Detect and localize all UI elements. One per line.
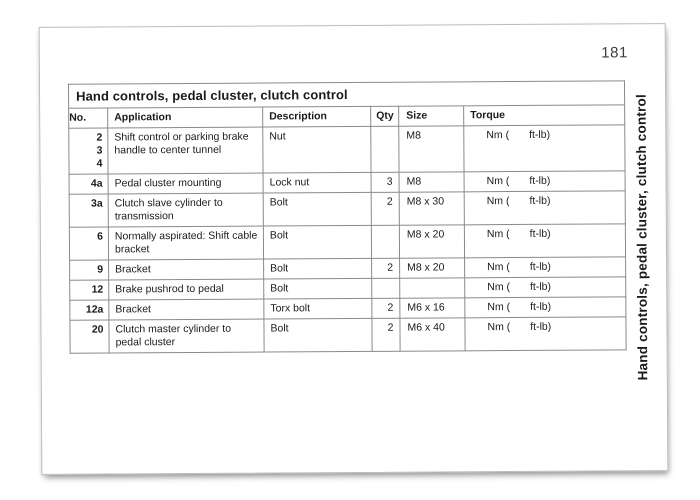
table-title: Hand controls, pedal cluster, clutch control [68,81,624,108]
cell-application: Bracket [109,299,264,320]
torque-nm: Nm ( [486,129,510,142]
torque-nm: Nm ( [487,281,511,294]
cell-qty [372,278,400,298]
header-description: Description [263,106,371,127]
cell-no: 12 [70,280,109,300]
cell-application: Pedal cluster mounting [108,173,263,194]
table-row [69,191,625,227]
cell-application: Bracket [109,259,264,280]
cell-torque [464,125,625,172]
margin-vertical-title: Hand controls, pedal cluster, clutch control [633,94,651,381]
cell-no: 4a [69,174,108,194]
torque-nm: Nm ( [487,321,511,334]
cell-no: 6 [69,227,108,260]
cell-no: 3a [69,194,108,227]
cell-description: Bolt [263,192,371,226]
cell-size: M6 x 40 [400,318,465,351]
torque-ftlb: ft-lb) [529,280,552,293]
cell-qty: 2 [372,258,400,278]
table-row [69,125,625,174]
cell-torque [464,224,625,258]
cell-application: Normally aspirated: Shift cable bracket [108,226,263,260]
cell-size: M6 x 16 [400,298,465,318]
cell-qty: 2 [371,192,399,225]
table-row [70,317,626,353]
cell-size: M8 x 30 [399,192,464,225]
cell-torque [465,317,626,351]
cell-torque [464,171,625,192]
document-page [39,23,669,475]
torque-nm: Nm ( [487,301,511,314]
cell-no: 20 [70,320,109,353]
cell-qty: 2 [372,318,400,351]
cell-description: Bolt [264,258,372,279]
cell-description: Lock nut [263,172,371,193]
header-application: Application [108,107,263,128]
cell-description: Bolt [264,278,372,299]
table-title-row [68,81,624,108]
cell-description: Bolt [263,225,371,259]
torque-ftlb: ft-lb) [529,194,551,207]
header-no: No. [69,108,108,128]
cell-size: M8 [399,126,464,172]
cell-qty: 3 [371,172,399,192]
torque-ftlb: ft-lb) [529,260,551,273]
cell-size: M8 [399,172,464,192]
torque-ftlb: ft-lb) [529,128,551,141]
header-torque: Torque [464,105,625,126]
torque-ftlb: ft-lb) [530,300,552,313]
torque-ftlb: ft-lb) [529,227,551,240]
cell-application: Brake pushrod to pedal [109,279,264,300]
cell-application: Clutch slave cylinder to transmission [108,193,263,227]
cell-description: Nut [263,126,371,173]
cell-no: 2 3 4 [69,128,108,174]
cell-torque [465,277,626,298]
torque-ftlb: ft-lb) [530,320,552,333]
cell-application: Shift control or parking brake handle to center tunnel [108,127,263,174]
torque-ftlb: ft-lb) [529,174,551,187]
cell-no: 9 [70,260,109,280]
header-size: Size [399,106,464,126]
cell-size: M8 x 20 [400,258,465,278]
header-qty: Qty [371,106,399,126]
cell-qty: 2 [372,298,400,318]
cell-torque [465,257,626,278]
torque-spec-table [68,80,627,353]
page-number: 181 [601,44,628,62]
cell-description: Bolt [264,318,372,352]
cell-torque [465,297,626,318]
torque-nm: Nm ( [486,228,510,241]
cell-size [400,278,465,298]
table-row [69,224,625,260]
cell-torque [464,191,625,225]
torque-nm: Nm ( [486,175,510,188]
torque-nm: Nm ( [487,261,510,274]
torque-nm: Nm ( [486,195,510,208]
cell-size: M8 x 20 [399,225,464,258]
cell-qty [371,126,399,172]
cell-no: 12a [70,300,109,320]
cell-qty [371,225,399,258]
cell-application: Clutch master cylinder to pedal cluster [109,319,264,353]
cell-description: Torx bolt [264,298,372,319]
